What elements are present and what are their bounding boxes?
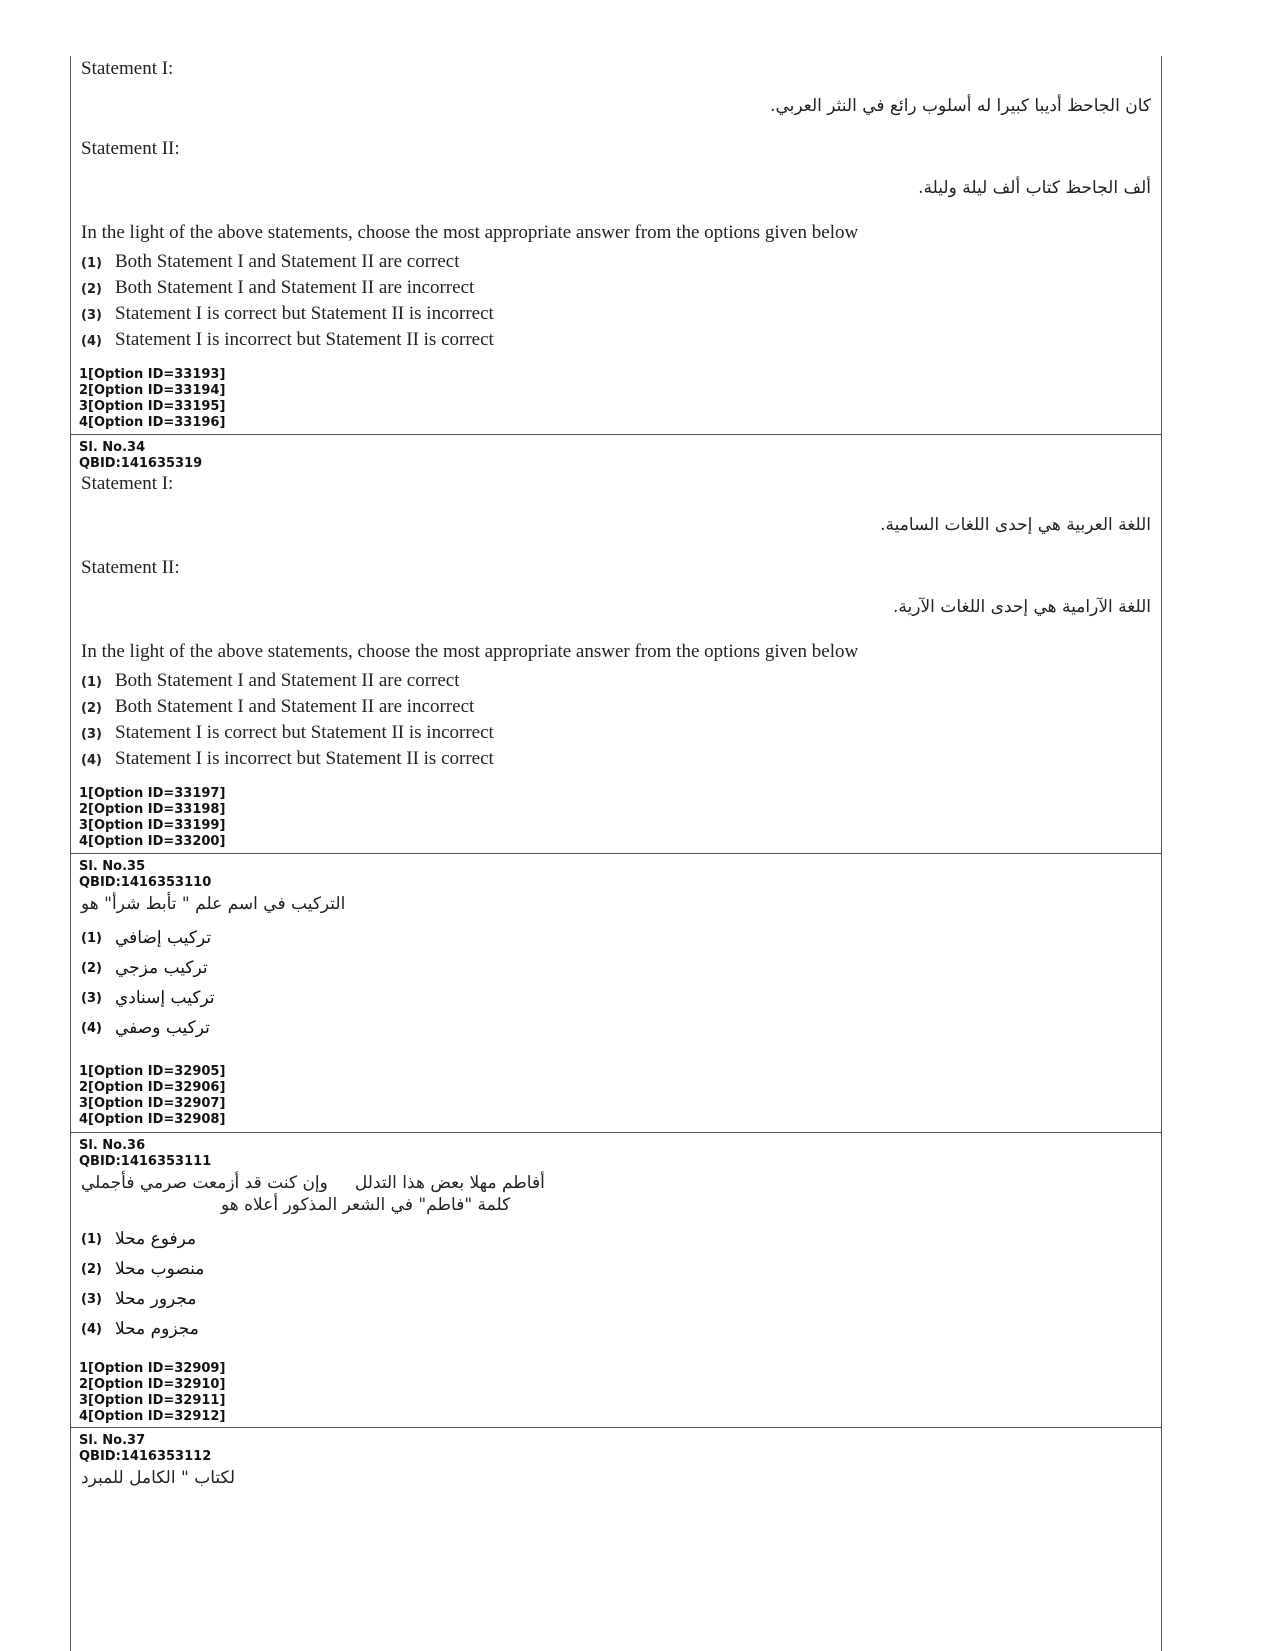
option-4: (4) تركيب وصفي <box>81 1018 210 1038</box>
option-3: (3) تركيب إسنادي <box>81 988 215 1008</box>
option-ids: 1[Option ID=33197] 2[Option ID=33198] 3[Option ID=33199] 4[Option ID=33200] <box>79 786 226 849</box>
option-1: (1) Both Statement I and Statement II are correct <box>81 670 460 691</box>
question-text: لكتاب " الكامل للمبرد <box>81 1468 236 1488</box>
statement-1-label: Statement I: <box>81 473 174 494</box>
question-33-block <box>71 56 1161 435</box>
option-3: (3) Statement I is correct but Statement II is incorrect <box>81 303 494 324</box>
option-2: (2) منصوب محلا <box>81 1259 205 1279</box>
option-4: (4) Statement I is incorrect but Statement II is correct <box>81 748 494 769</box>
option-3: (3) Statement I is correct but Statement II is incorrect <box>81 722 494 743</box>
option-ids: 1[Option ID=32905] 2[Option ID=32906] 3[Option ID=32907] 4[Option ID=32908] <box>79 1064 226 1127</box>
statement-1-text: كان الجاحظ أديبا كبيرا له أسلوب رائع في النثر العربي. <box>770 96 1151 116</box>
statement-2-label: Statement II: <box>81 557 180 578</box>
instruction-text: In the light of the above statements, choose the most appropriate answer from the options given below <box>81 641 859 662</box>
option-ids: 1[Option ID=33193] 2[Option ID=33194] 3[Option ID=33195] 4[Option ID=33196] <box>79 367 226 430</box>
statement-1-text: اللغة العربية هي إحدى اللغات السامية. <box>880 515 1151 535</box>
question-37-block <box>71 1428 1161 1651</box>
question-text: التركيب في اسم علم " تأبط شرأ" هو <box>81 894 346 914</box>
qbid: QBID:1416353111 <box>79 1154 212 1169</box>
option-2: (2) Both Statement I and Statement II are incorrect <box>81 277 475 298</box>
question-text: كلمة "فاطم" في الشعر المذكور أعلاه هو <box>221 1195 511 1215</box>
option-3: (3) مجرور محلا <box>81 1289 197 1309</box>
option-1: (1) مرفوع محلا <box>81 1229 197 1249</box>
option-4: (4) مجزوم محلا <box>81 1319 199 1339</box>
statement-2-text: اللغة الآرامية هي إحدى اللغات الآرية. <box>893 597 1151 617</box>
option-4: (4) Statement I is incorrect but Statement II is correct <box>81 329 494 350</box>
question-paper-frame <box>70 56 1162 1651</box>
statement-1-label: Statement I: <box>81 58 174 79</box>
option-ids: 1[Option ID=32909] 2[Option ID=32910] 3[Option ID=32911] 4[Option ID=32912] <box>79 1361 226 1424</box>
option-2: (2) Both Statement I and Statement II are incorrect <box>81 696 475 717</box>
serial-number: Sl. No.35 <box>79 859 146 874</box>
option-1: (1) تركيب إضافي <box>81 928 212 948</box>
option-1: (1) Both Statement I and Statement II are correct <box>81 251 460 272</box>
verse-text: أفاطم مهلا بعض هذا التدلل وإن كنت قد أزمعت صرمي فأجملي <box>81 1173 545 1193</box>
qbid: QBID:1416353112 <box>79 1449 212 1464</box>
question-35-block <box>71 854 1161 1133</box>
serial-number: Sl. No.36 <box>79 1138 146 1153</box>
option-2: (2) تركيب مزجي <box>81 958 208 978</box>
serial-number: Sl. No.34 <box>79 440 146 455</box>
question-36-block <box>71 1133 1161 1428</box>
instruction-text: In the light of the above statements, choose the most appropriate answer from the options given below <box>81 222 859 243</box>
statement-2-label: Statement II: <box>81 138 180 159</box>
qbid: QBID:1416353110 <box>79 875 212 890</box>
question-34-block <box>71 435 1161 854</box>
statement-2-text: ألف الجاحظ كتاب ألف ليلة وليلة. <box>918 178 1151 198</box>
qbid: QBID:141635319 <box>79 456 203 471</box>
serial-number: Sl. No.37 <box>79 1433 146 1448</box>
